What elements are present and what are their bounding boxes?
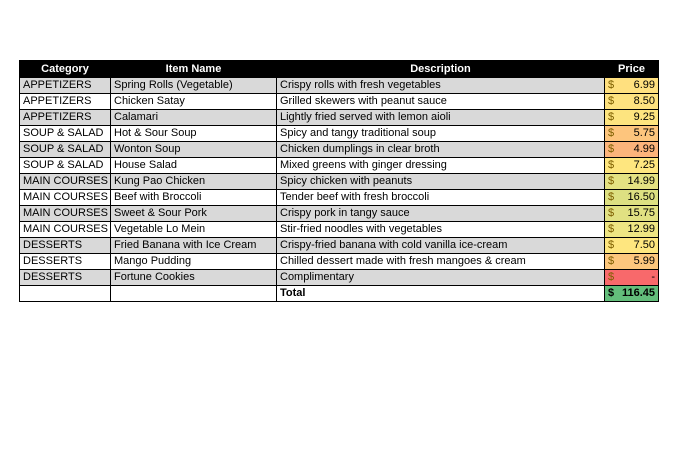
price-currency: $ <box>608 271 615 283</box>
table-row <box>20 270 659 286</box>
price-currency: $ <box>608 191 615 203</box>
price-currency: $ <box>608 175 615 187</box>
category-cell: DESSERTS <box>20 238 111 254</box>
price-currency: $ <box>608 255 615 267</box>
table-row <box>20 94 659 110</box>
category-cell: SOUP & SALAD <box>20 158 111 174</box>
price-value: 6.99 <box>633 79 655 91</box>
item-name-cell: Wonton Soup <box>111 142 277 158</box>
description-cell: Grilled skewers with peanut sauce <box>277 94 605 110</box>
header-description: Description <box>277 61 605 78</box>
item-name-cell: Vegetable Lo Mein <box>111 222 277 238</box>
total-label: Total <box>277 286 605 302</box>
item-name-cell: House Salad <box>111 158 277 174</box>
price-cell <box>605 110 659 126</box>
item-name-cell: Mango Pudding <box>111 254 277 270</box>
price-value: 15.75 <box>627 207 655 219</box>
category-cell: SOUP & SALAD <box>20 142 111 158</box>
table-row <box>20 78 659 94</box>
category-cell: MAIN COURSES <box>20 174 111 190</box>
item-name-cell: Beef with Broccoli <box>111 190 277 206</box>
table-row <box>20 206 659 222</box>
description-cell: Crispy-fried banana with cold vanilla ice-cream <box>277 238 605 254</box>
total-currency: $ <box>608 287 615 299</box>
category-cell: APPETIZERS <box>20 94 111 110</box>
table-row <box>20 110 659 126</box>
price-cell <box>605 238 659 254</box>
category-cell: APPETIZERS <box>20 110 111 126</box>
header-row <box>20 61 659 78</box>
price-value: 8.50 <box>633 95 655 107</box>
table-row <box>20 254 659 270</box>
table-row <box>20 142 659 158</box>
price-value: 5.75 <box>633 127 655 139</box>
category-cell: DESSERTS <box>20 254 111 270</box>
table-row <box>20 158 659 174</box>
price-cell <box>605 158 659 174</box>
item-name-cell: Fortune Cookies <box>111 270 277 286</box>
price-cell <box>605 254 659 270</box>
item-name-cell: Hot & Sour Soup <box>111 126 277 142</box>
description-cell: Lightly fried served with lemon aioli <box>277 110 605 126</box>
price-cell <box>605 142 659 158</box>
table-row <box>20 222 659 238</box>
price-value: 9.25 <box>633 111 655 123</box>
total-value: 116.45 <box>621 287 655 299</box>
price-value: 7.50 <box>633 239 655 251</box>
price-currency: $ <box>608 95 615 107</box>
category-cell: DESSERTS <box>20 270 111 286</box>
description-cell: Spicy chicken with peanuts <box>277 174 605 190</box>
item-name-cell: Spring Rolls (Vegetable) <box>111 78 277 94</box>
item-name-cell: Fried Banana with Ice Cream <box>111 238 277 254</box>
price-value: 12.99 <box>627 223 655 235</box>
table-row <box>20 174 659 190</box>
price-currency: $ <box>608 159 615 171</box>
item-name-cell: Chicken Satay <box>111 94 277 110</box>
header-price: Price <box>605 61 659 78</box>
description-cell: Mixed greens with ginger dressing <box>277 158 605 174</box>
menu-table <box>19 60 659 302</box>
description-cell: Spicy and tangy traditional soup <box>277 126 605 142</box>
description-cell: Tender beef with fresh broccoli <box>277 190 605 206</box>
category-cell: MAIN COURSES <box>20 206 111 222</box>
total-price-cell <box>605 286 659 302</box>
description-cell: Chilled dessert made with fresh mangoes & cream <box>277 254 605 270</box>
header-item-name: Item Name <box>111 61 277 78</box>
description-cell: Crispy rolls with fresh vegetables <box>277 78 605 94</box>
price-cell <box>605 270 659 286</box>
price-currency: $ <box>608 143 615 155</box>
description-cell: Crispy pork in tangy sauce <box>277 206 605 222</box>
price-value: 16.50 <box>627 191 655 203</box>
item-name-cell: Sweet & Sour Pork <box>111 206 277 222</box>
table-row <box>20 190 659 206</box>
price-cell <box>605 78 659 94</box>
table-row <box>20 238 659 254</box>
price-value: - <box>651 271 655 283</box>
price-currency: $ <box>608 207 615 219</box>
table-row <box>20 126 659 142</box>
description-cell: Chicken dumplings in clear broth <box>277 142 605 158</box>
price-currency: $ <box>608 111 615 123</box>
price-cell <box>605 206 659 222</box>
price-cell <box>605 94 659 110</box>
category-cell: SOUP & SALAD <box>20 126 111 142</box>
price-cell <box>605 126 659 142</box>
category-cell: MAIN COURSES <box>20 190 111 206</box>
header-category: Category <box>20 61 111 78</box>
item-name-cell: Kung Pao Chicken <box>111 174 277 190</box>
item-name-cell: Calamari <box>111 110 277 126</box>
total-empty-cell <box>20 286 111 302</box>
price-currency: $ <box>608 127 615 139</box>
price-value: 14.99 <box>627 175 655 187</box>
description-cell: Complimentary <box>277 270 605 286</box>
price-cell <box>605 174 659 190</box>
price-currency: $ <box>608 79 615 91</box>
price-currency: $ <box>608 223 615 235</box>
price-cell <box>605 222 659 238</box>
category-cell: MAIN COURSES <box>20 222 111 238</box>
category-cell: APPETIZERS <box>20 78 111 94</box>
price-value: 5.99 <box>633 255 655 267</box>
price-cell <box>605 190 659 206</box>
price-value: 4.99 <box>633 143 655 155</box>
price-value: 7.25 <box>633 159 655 171</box>
description-cell: Stir-fried noodles with vegetables <box>277 222 605 238</box>
total-empty-cell <box>111 286 277 302</box>
total-row <box>20 286 659 302</box>
price-currency: $ <box>608 239 615 251</box>
